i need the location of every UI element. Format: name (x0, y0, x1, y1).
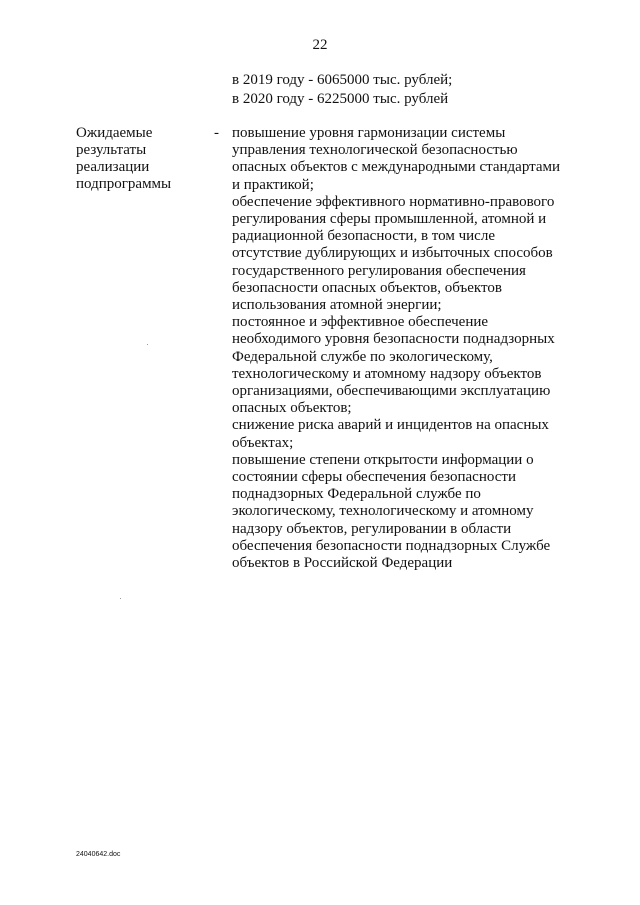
row-label-line: реализации (76, 159, 150, 175)
result-item-regulation (232, 194, 572, 314)
text-line: отсутствие дублирующих и избыточных способов (232, 245, 553, 262)
text-line: повышение степени открытости информации о (232, 451, 534, 468)
text-line: поднадзорных Федеральной службе по (232, 486, 481, 503)
text-line: радиационной безопасности, в том числе (232, 228, 495, 245)
row-dash: - (214, 125, 219, 141)
text-line: объектов в Российской Федерации (232, 555, 453, 572)
row-label-line: подпрограммы (76, 176, 172, 192)
text-line: обеспечение эффективного нормативно-правового (232, 193, 555, 210)
text-line: опасных объектов; (232, 400, 352, 417)
text-line: состоянии сферы обеспечения безопасности (232, 469, 516, 486)
result-item-harmonization (232, 125, 572, 194)
text-line: государственного регулирования обеспечения (232, 262, 526, 279)
text-line: необходимого уровня безопасности поднадзорных (232, 331, 555, 348)
result-item-risk-reduction (232, 417, 572, 451)
budget-lines (232, 71, 452, 109)
budget-line-2019: в 2019 году - 6065000 тыс. рублей; (232, 72, 453, 88)
scan-speck (120, 598, 121, 599)
row-label (76, 125, 206, 193)
text-line: Федеральной службе по экологическому, (232, 348, 493, 365)
scan-speck (147, 344, 148, 345)
row-label-line: результаты (76, 142, 147, 158)
text-line: регулирования сферы промышленной, атомной и (232, 211, 547, 228)
budget-line-2020: в 2020 году - 6225000 тыс. рублей (232, 91, 449, 107)
text-line: снижение риска аварий и инцидентов на опасных (232, 417, 549, 434)
text-line: использования атомной энергии; (232, 297, 442, 314)
text-line: управления технологической безопасностью (232, 142, 518, 159)
text-line: организациями, обеспечивающими эксплуатацию (232, 383, 551, 400)
text-line: безопасности опасных объектов, объектов (232, 279, 502, 296)
text-line: постоянное и эффективное обеспечение (232, 314, 489, 331)
text-line: экологическому, технологическому и атомному (232, 503, 534, 520)
row-label-line: Ожидаемые (76, 125, 153, 141)
text-line: надзору объектов, регулировании в области (232, 520, 512, 537)
result-item-safety-level (232, 314, 572, 417)
result-item-openness (232, 452, 572, 572)
document-filename: 24040642.doc (76, 851, 121, 858)
page-number: 22 (312, 37, 328, 53)
text-line: объектах; (232, 434, 294, 451)
text-line: опасных объектов с международными стандартами (232, 159, 561, 176)
text-line: обеспечения безопасности поднадзорных Службе (232, 537, 551, 554)
text-line: технологическому и атомному надзору объектов (232, 365, 542, 382)
text-line: повышение уровня гармонизации системы (232, 125, 506, 141)
text-line: и практикой; (232, 176, 314, 193)
expected-results-list (232, 125, 572, 572)
